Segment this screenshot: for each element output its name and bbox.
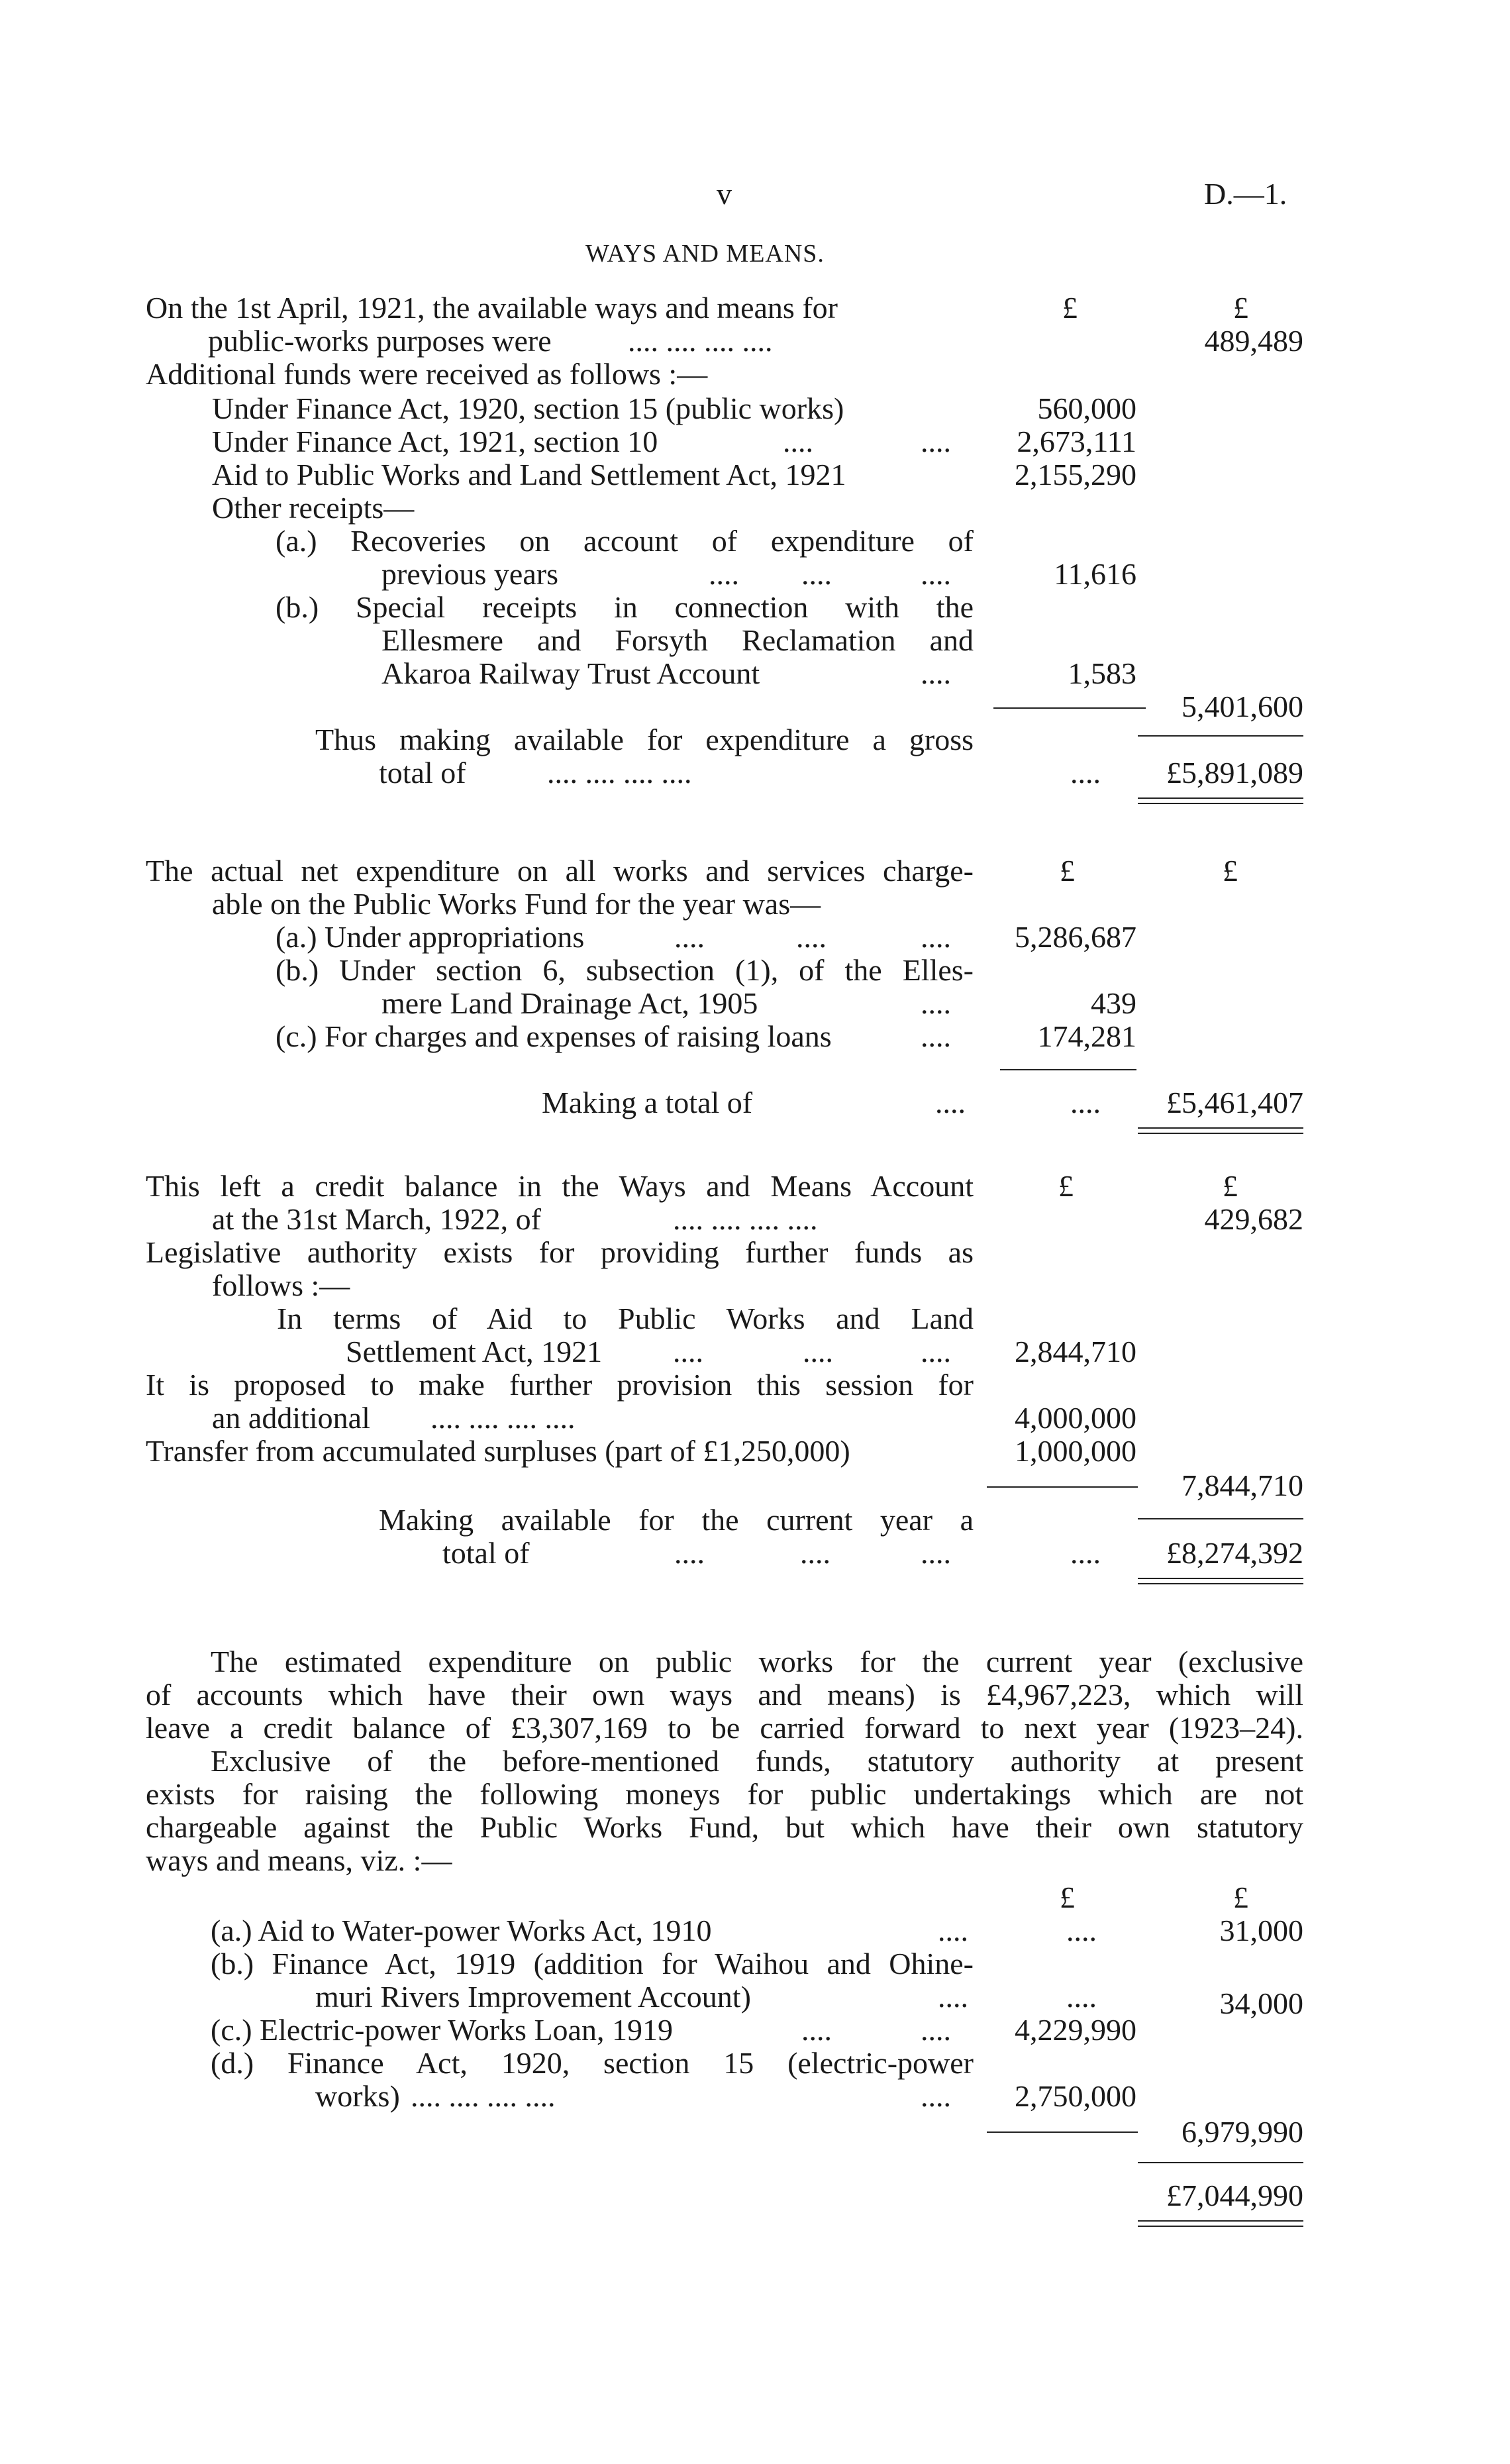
s3-leg-line2: follows :—: [212, 1268, 350, 1302]
leader-dots: ....: [921, 1536, 951, 1570]
leader-dots: ....: [921, 2079, 951, 2113]
s3-subtotal-rule: [987, 1486, 1138, 1488]
s2-total-label: Making a total of: [542, 1086, 753, 1119]
leader-dots: .... .... .... ....: [430, 1401, 576, 1435]
leader-dots: ....: [801, 557, 832, 591]
s3-total-double-rule: [1138, 1578, 1303, 1584]
leader-dots: ....: [1070, 756, 1101, 790]
s1-subtotal: 5,401,600: [1182, 690, 1303, 723]
document-reference: D.—1.: [1204, 177, 1287, 211]
s4-subtotal-rule: [987, 2131, 1138, 2133]
s3-intro-line2: at the 31st March, 1922, of: [212, 1202, 541, 1236]
s1-a-line1: (a.) Recoveries on account of expenditure of: [276, 524, 974, 558]
s1-intro-line1: On the 1st April, 1921, the available ways and means for: [146, 291, 838, 325]
s1-currency-col2: £: [1233, 291, 1248, 325]
s2-currency-col2: £: [1223, 854, 1238, 888]
leader-dots: ....: [935, 1086, 966, 1119]
s4-c: (c.) Electric-power Works Loan, 1919: [211, 2013, 673, 2047]
s1-item-amount: 2,155,290: [1015, 458, 1136, 491]
leader-dots: ....: [1066, 1980, 1097, 2014]
s2-a: (a.) Under appropriations: [276, 920, 585, 954]
s3-terms-amount: 2,844,710: [1015, 1335, 1136, 1368]
s2-c: (c.) For charges and expenses of raising loans: [276, 1019, 832, 1053]
s1-total-double-rule: [1138, 797, 1303, 804]
s1-b-line3: Akaroa Railway Trust Account: [381, 656, 760, 690]
s1-total-rule-top: [1138, 735, 1303, 737]
s1-b-line1: (b.) Special receipts in connection with the: [276, 590, 974, 624]
s4-a-amount: 31,000: [1219, 1914, 1303, 1947]
s3-total-line2: total of: [442, 1536, 530, 1570]
s3-grand-total: £8,274,392: [1166, 1536, 1303, 1570]
s2-b-line1: (b.) Under section 6, subsection (1), of the Elles-: [276, 953, 974, 987]
leader-dots: ....: [800, 1536, 830, 1570]
s2-b-line2: mere Land Drainage Act, 1905: [381, 986, 758, 1020]
para1-line3: leave a credit balance of £3,307,169 to be carried forward to next year (1923–24).: [146, 1711, 1303, 1745]
leader-dots: .... .... .... ....: [547, 756, 692, 790]
para1-line2: of accounts which have their own ways and means) is £4,967,223, which will: [146, 1678, 1303, 1712]
s4-d-amount: 2,750,000: [1015, 2079, 1136, 2113]
leader-dots: ....: [673, 1335, 703, 1368]
s1-item-amount: 2,673,111: [1017, 425, 1136, 458]
s1-total-line1: Thus making available for expenditure a gross: [315, 723, 974, 756]
s3-prop-line1: It is proposed to make further provision this session for: [146, 1368, 974, 1402]
leader-dots: .... .... .... ....: [628, 324, 773, 358]
leader-dots: ....: [938, 1980, 968, 2014]
para2-line3: chargeable against the Public Works Fund, but which have their own statutory: [146, 1810, 1303, 1844]
s4-total-double-rule: [1138, 2220, 1303, 2227]
s2-a-amount: 5,286,687: [1015, 920, 1136, 954]
s4-a: (a.) Aid to Water-power Works Act, 1910: [211, 1914, 712, 1947]
s1-grand-total: £5,891,089: [1166, 756, 1303, 790]
s3-transfer-amount: 1,000,000: [1015, 1434, 1136, 1468]
s1-additional-heading: Additional funds were received as follows :—: [146, 357, 708, 391]
s1-a-line2: previous years: [381, 557, 558, 591]
leader-dots: ....: [674, 1536, 705, 1570]
s3-total-line1: Making available for the current year a: [379, 1503, 974, 1537]
s3-terms-line1: In terms of Aid to Public Works and Land: [277, 1302, 974, 1335]
leader-dots: ....: [938, 1914, 968, 1947]
s1-other-receipts: Other receipts—: [212, 491, 415, 525]
leader-dots: ....: [783, 425, 813, 458]
s3-balance: 429,682: [1204, 1202, 1303, 1236]
s4-subtotal: 6,979,990: [1182, 2115, 1303, 2149]
s2-total: £5,461,407: [1166, 1086, 1303, 1119]
s4-b-line2: muri Rivers Improvement Account): [315, 1980, 751, 2014]
s4-total-rule-top: [1138, 2162, 1303, 2163]
s2-intro-line2: able on the Public Works Fund for the year was—: [212, 887, 821, 921]
page-number: v: [717, 177, 732, 211]
s4-c-amount: 4,229,990: [1015, 2013, 1136, 2047]
s2-sum-rule: [1000, 1069, 1136, 1070]
s3-currency-col2: £: [1223, 1169, 1238, 1203]
s2-intro-line1: The actual net expenditure on all works and services charge-: [146, 854, 974, 888]
s4-d-line2: works): [315, 2079, 400, 2113]
leader-dots: ....: [709, 557, 739, 591]
leader-dots: .... .... .... ....: [673, 1202, 818, 1236]
s1-opening-balance: 489,489: [1204, 324, 1303, 358]
s1-total-line2: total of: [379, 756, 466, 790]
s4-d-line1: (d.) Finance Act, 1920, section 15 (electric-power: [211, 2046, 974, 2080]
s1-intro-line2: public-works purposes were: [208, 324, 552, 358]
s4-currency-col2: £: [1233, 1880, 1248, 1914]
leader-dots: ....: [1070, 1536, 1101, 1570]
leader-dots: ....: [1066, 1914, 1097, 1947]
s1-item-amount: 560,000: [1037, 391, 1136, 425]
s4-b-amount: 34,000: [1219, 1986, 1303, 2020]
s3-total-rule-top: [1138, 1518, 1303, 1519]
leader-dots: ....: [796, 920, 827, 954]
s3-leg-line1: Legislative authority exists for providing further funds as: [146, 1235, 974, 1269]
s1-item-label: Under Finance Act, 1921, section 10: [212, 425, 658, 458]
s4-b-line1: (b.) Finance Act, 1919 (addition for Waihou and Ohine-: [211, 1947, 974, 1980]
leader-dots: ....: [921, 920, 951, 954]
s1-b-line2: Ellesmere and Forsyth Reclamation and: [381, 623, 974, 657]
s2-total-double-rule: [1138, 1127, 1303, 1134]
leader-dots: ....: [803, 1335, 833, 1368]
leader-dots: .... .... .... ....: [411, 2079, 556, 2113]
s1-b-amount: 1,583: [1068, 656, 1136, 690]
s3-prop-amount: 4,000,000: [1015, 1401, 1136, 1435]
para1-line1: The estimated expenditure on public works for the current year (exclusive: [211, 1645, 1303, 1678]
leader-dots: ....: [921, 986, 951, 1020]
s2-b-amount: 439: [1091, 986, 1136, 1020]
s1-item-label: Under Finance Act, 1920, section 15 (public works): [212, 391, 844, 425]
section-title: WAYS AND MEANS.: [585, 240, 825, 268]
leader-dots: ....: [801, 2013, 832, 2047]
s4-grand-total: £7,044,990: [1166, 2179, 1303, 2212]
s3-prop-line2: an additional: [212, 1401, 370, 1435]
leader-dots: ....: [921, 1019, 951, 1053]
s3-terms-line2: Settlement Act, 1921: [346, 1335, 603, 1368]
s1-a-amount: 11,616: [1054, 557, 1136, 591]
para2-line1: Exclusive of the before-mentioned funds, statutory authority at present: [211, 1744, 1303, 1778]
para2-line4: ways and means, viz. :—: [146, 1843, 452, 1877]
leader-dots: ....: [921, 656, 951, 690]
s3-transfer: Transfer from accumulated surpluses (part of £1,250,000): [146, 1434, 850, 1468]
leader-dots: ....: [921, 2013, 951, 2047]
s1-item-label: Aid to Public Works and Land Settlement Act, 1921: [212, 458, 846, 491]
s3-intro-line1: This left a credit balance in the Ways and Means Account: [146, 1169, 974, 1203]
s3-currency-col1: £: [1058, 1169, 1074, 1203]
para2-line2: exists for raising the following moneys for public undertakings which are not: [146, 1777, 1303, 1811]
s2-currency-col1: £: [1060, 854, 1075, 888]
leader-dots: ....: [921, 425, 951, 458]
leader-dots: ....: [674, 920, 705, 954]
leader-dots: ....: [921, 1335, 951, 1368]
s4-currency-col1: £: [1060, 1880, 1075, 1914]
s1-subtotal-rule: [993, 707, 1146, 709]
s3-subtotal: 7,844,710: [1182, 1468, 1303, 1502]
leader-dots: ....: [921, 557, 951, 591]
leader-dots: ....: [1070, 1086, 1101, 1119]
s1-currency-col1: £: [1062, 291, 1078, 325]
s2-c-amount: 174,281: [1037, 1019, 1136, 1053]
